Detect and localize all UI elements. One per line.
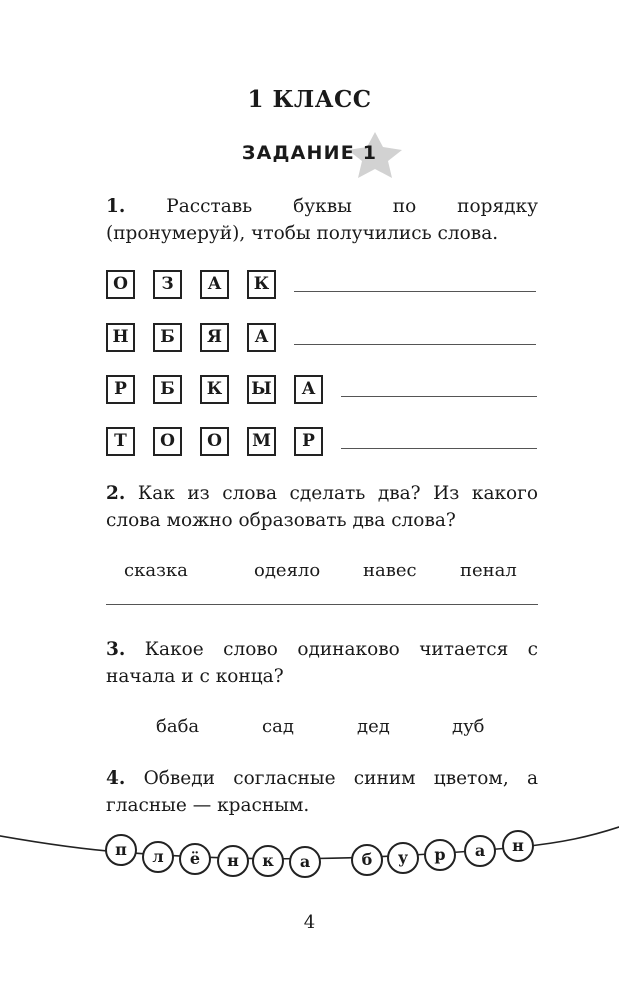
letter-box: К	[247, 270, 276, 299]
answer-line[interactable]	[341, 396, 537, 397]
svg-text:л: л	[152, 847, 164, 866]
letter-box: Н	[106, 323, 135, 352]
word-option: пенал	[460, 560, 517, 581]
bead-letter[interactable]	[465, 836, 495, 866]
page-number: 4	[303, 912, 316, 933]
bead-letter[interactable]	[106, 835, 136, 865]
question-4-number: 4.	[106, 768, 126, 789]
word-option: сказка	[124, 560, 188, 581]
letter-box: Б	[153, 375, 182, 404]
svg-text:б: б	[361, 850, 373, 869]
letter-box: А	[294, 375, 323, 404]
word-option[interactable]: сад	[262, 716, 294, 737]
letter-box: А	[247, 323, 276, 352]
svg-text:н: н	[512, 836, 524, 855]
question-4-text: Обведи согласные синим цветом, а гласные — красным.	[106, 768, 538, 816]
bead-letter[interactable]	[425, 840, 455, 870]
question-4	[106, 765, 538, 819]
question-3-number: 3.	[106, 639, 126, 660]
question-3	[106, 636, 538, 690]
letter-box: Я	[200, 323, 229, 352]
answer-line[interactable]	[341, 448, 537, 449]
question-3-words	[0, 716, 619, 740]
letter-box: Б	[153, 323, 182, 352]
bead-letter[interactable]	[253, 846, 283, 876]
question-2-words	[0, 560, 619, 584]
letter-box: А	[200, 270, 229, 299]
grade-title: 1 КЛАСС	[247, 86, 372, 113]
svg-text:п: п	[115, 840, 127, 859]
question-1-number: 1.	[106, 196, 126, 217]
answer-line[interactable]	[106, 604, 538, 605]
word-option[interactable]: баба	[156, 716, 200, 737]
word-option: одеяло	[254, 560, 321, 581]
letter-box: З	[153, 270, 182, 299]
word-option[interactable]: дуб	[452, 716, 485, 737]
svg-text:н: н	[227, 851, 239, 870]
question-3-text: Какое слово одинаково читается с начала и с конца?	[106, 639, 538, 687]
letter-box: Ы	[247, 375, 276, 404]
svg-text:а: а	[474, 841, 486, 860]
letter-row-1	[106, 268, 536, 300]
letter-box: О	[153, 427, 182, 456]
svg-text:а: а	[299, 852, 311, 871]
svg-text:у: у	[397, 848, 409, 867]
bead-letter[interactable]	[180, 844, 210, 874]
question-1	[106, 193, 538, 247]
letter-row-4	[106, 425, 537, 457]
letter-box: К	[200, 375, 229, 404]
answer-line[interactable]	[294, 291, 536, 292]
question-2	[106, 480, 538, 534]
task-title: ЗАДАНИЕ 1	[241, 142, 378, 164]
svg-text:к: к	[262, 851, 274, 870]
letter-box: Р	[106, 375, 135, 404]
letter-box: О	[200, 427, 229, 456]
letter-box: О	[106, 270, 135, 299]
letter-row-2	[106, 321, 536, 353]
letter-box: Т	[106, 427, 135, 456]
question-2-number: 2.	[106, 483, 126, 504]
answer-line[interactable]	[294, 344, 536, 345]
letter-row-3	[106, 373, 537, 405]
bead-letter[interactable]	[388, 843, 418, 873]
bead-necklace	[0, 815, 619, 890]
task-header	[0, 130, 619, 180]
word-option[interactable]: дед	[357, 716, 390, 737]
letter-box: М	[247, 427, 276, 456]
svg-text:р: р	[434, 845, 446, 864]
question-1-text: Расставь буквы по порядку (пронумеруй), чтобы получились слова.	[106, 196, 539, 244]
bead-letter[interactable]	[218, 846, 248, 876]
svg-text:ё: ё	[189, 849, 201, 868]
word-option: навес	[363, 560, 417, 581]
bead-letter[interactable]	[143, 842, 173, 872]
letter-box: Р	[294, 427, 323, 456]
question-2-text: Как из слова сделать два? Из какого слова можно образовать два слова?	[106, 483, 538, 531]
bead-letter[interactable]	[352, 845, 382, 875]
bead-letter[interactable]	[503, 831, 533, 861]
bead-letter[interactable]	[290, 847, 320, 877]
